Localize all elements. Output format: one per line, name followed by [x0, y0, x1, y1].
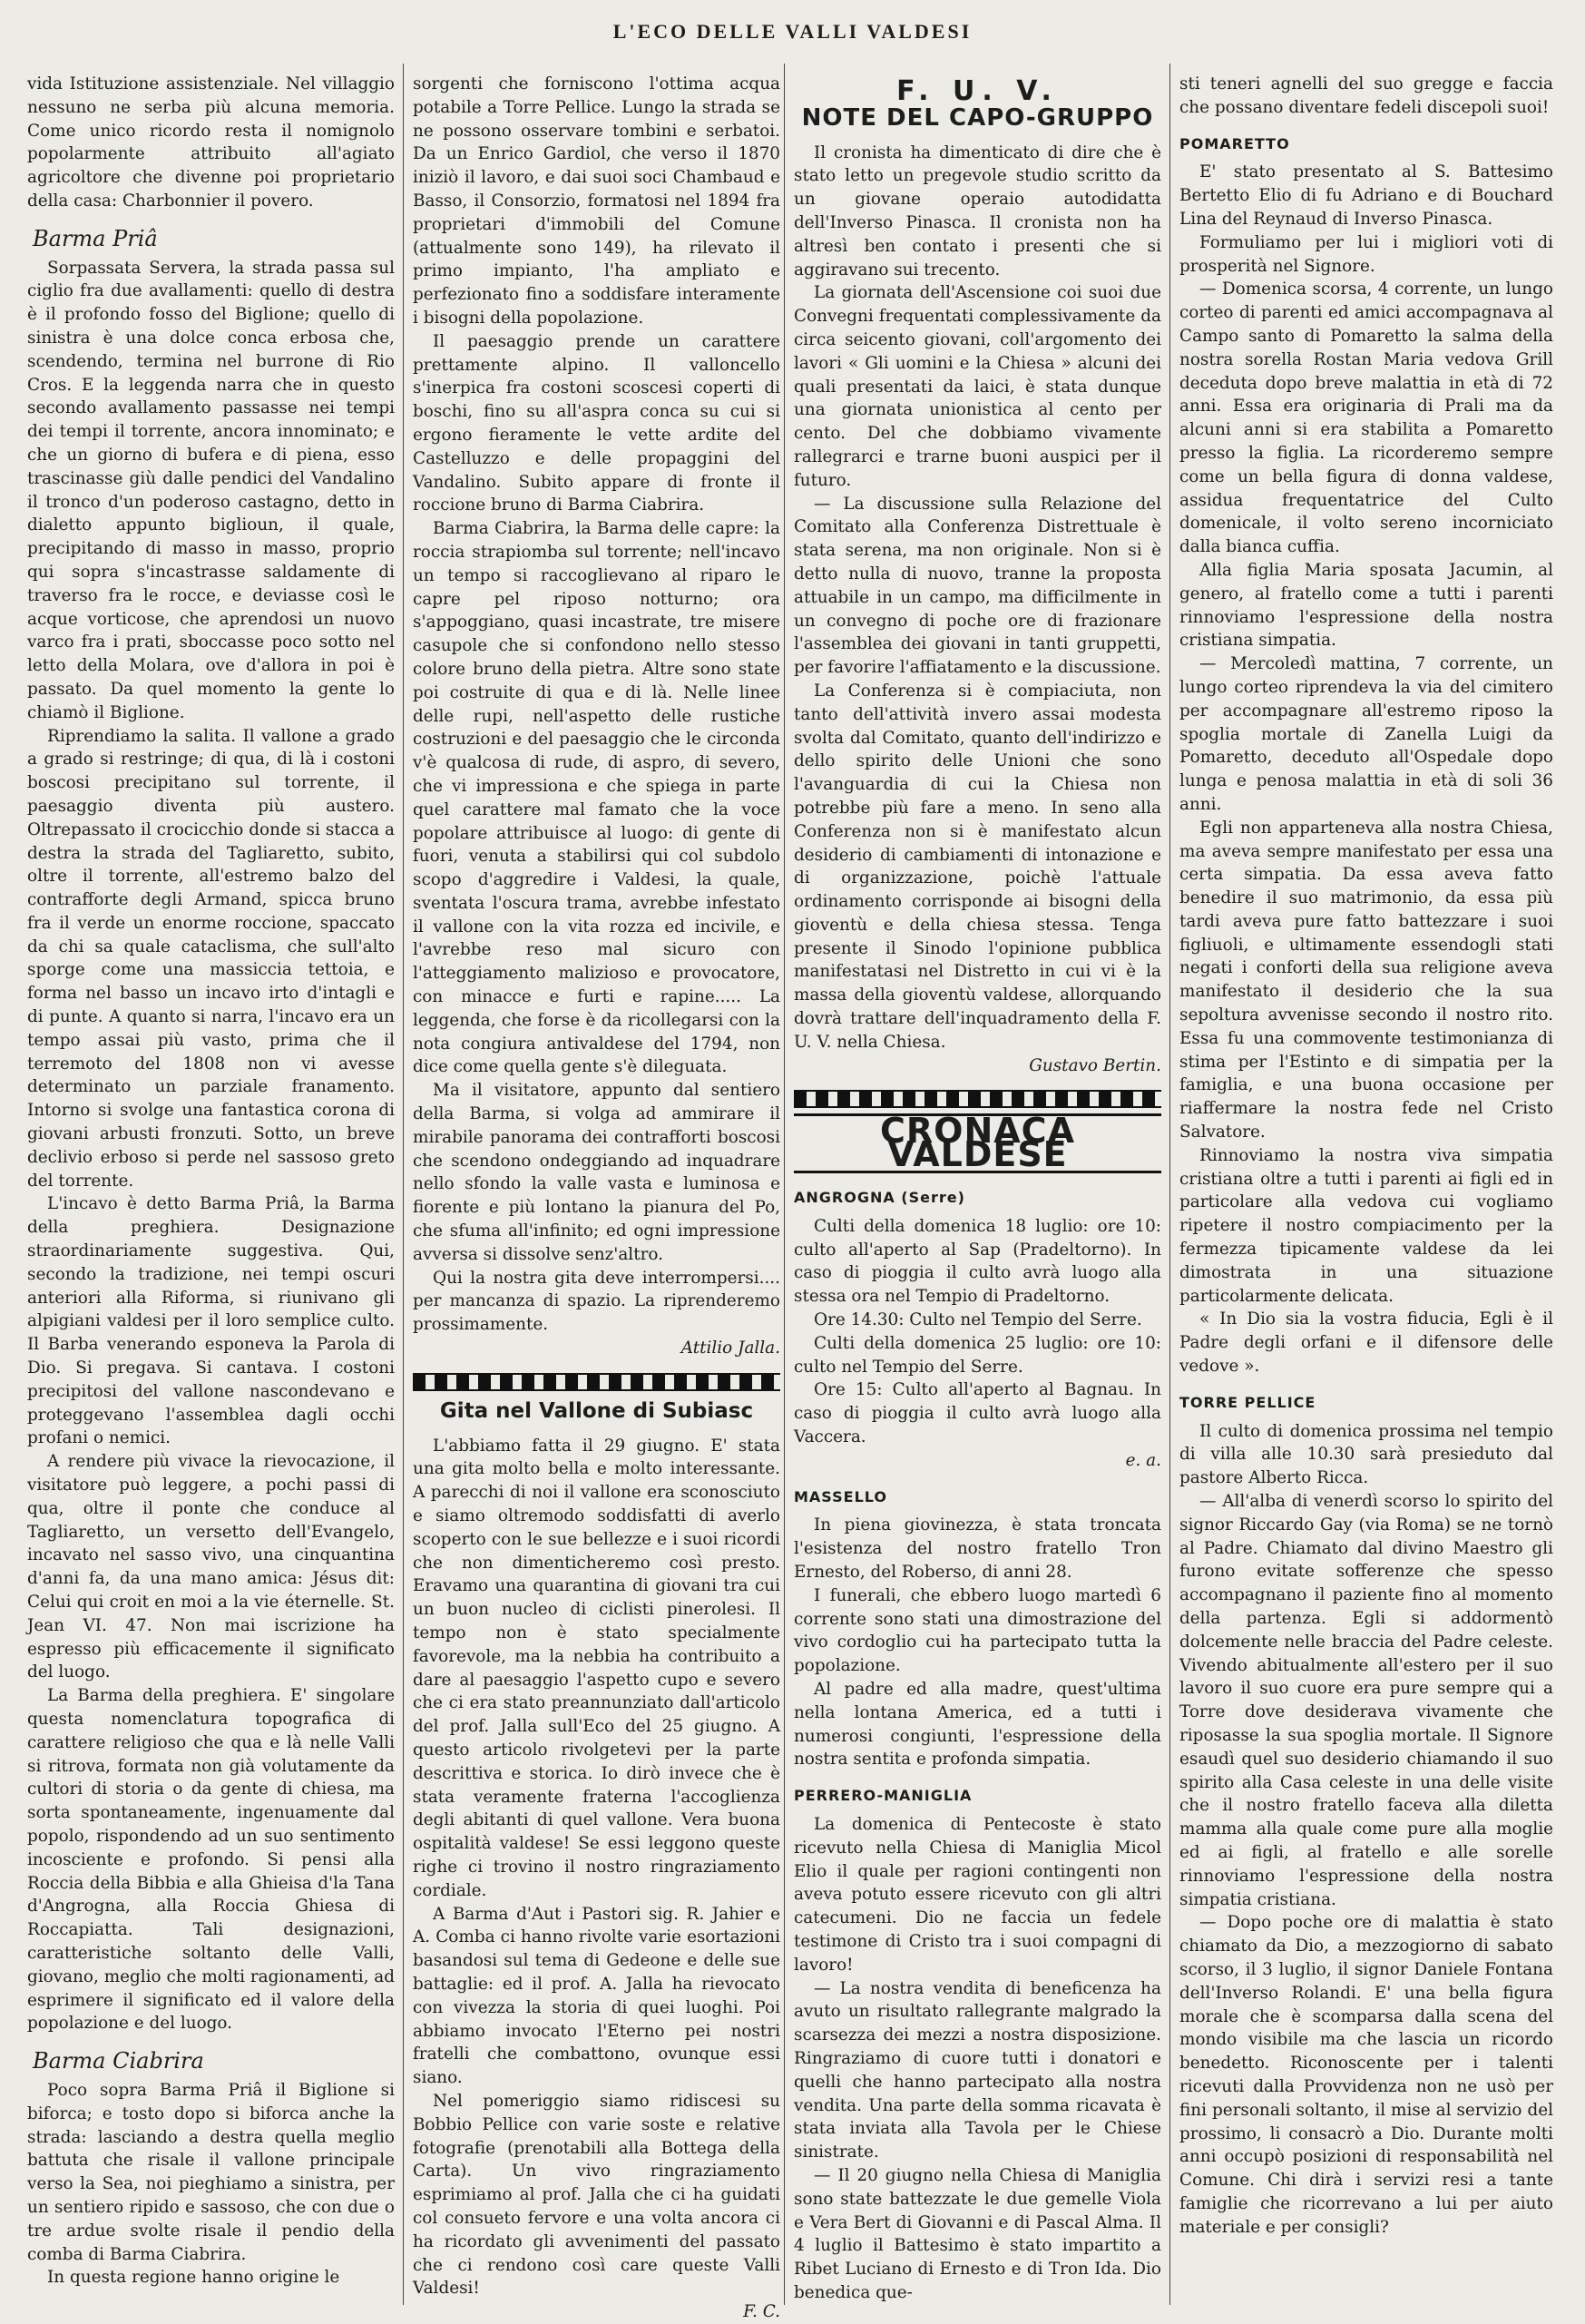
- section-heading: Barma Ciabrira: [33, 2048, 204, 2074]
- paragraph: La domenica di Pentecoste è stato ricevuto nella Chiesa di Maniglia Micol Elio il quale per ragioni contingenti non aveva potuto essere ricevuto con gli altri catecumeni. Dio ne faccia un fedele testimone di Cristo tra i suoi compagni di lavoro!: [794, 1814, 1161, 1975]
- section-heading: Barma Priâ: [33, 225, 158, 251]
- location-heading: PERRERO-MANIGLIA: [794, 1787, 973, 1805]
- location-heading: ANGROGNA (Serre): [794, 1189, 965, 1207]
- paragraph: Ore 14.30: Culto nel Tempio del Serre.: [814, 1310, 1142, 1330]
- paragraph: Qui la nostra gita deve interrompersi.... per mancanza di spazio. La riprenderemo prossimamente.: [413, 1268, 780, 1335]
- location-heading: TORRE PELLICE: [1179, 1393, 1316, 1411]
- column-rule: [784, 64, 785, 2305]
- paragraph: — La discussione sulla Relazione del Comitato alla Conferenza Distrettuale è stata serena, ma non originale. Non si è detto nulla di nuovo, tranne la proposta attuabile in un campo, ma difficilmente in un convegno di poche ore di frazionare l'assemblea dei giovani in tanti gruppetti, per favorire l'affiatamento e la discussione.: [794, 494, 1161, 678]
- paragraph: La Barma della preghiera. E' singolare questa nomenclatura topografica di carattere religioso che qua e là nelle Valli si ritrova, formata non già volutamente da cultori di storia o da gente di chiesa, ma sorta spontaneamente, ingenuamente dal popolo, rispondendo ad un suo sentimento incosciente e profondo. Si pensi alla Roccia della Bibbia e alla Ghieisa d'la Tana d'Angrogna, alla Roccia Ghiesa di Roccapiatta. Tali designazioni, caratteristiche soltanto delle Valli, giovano, meglio che molti ragionamenti, ad esprimere il significato ed il valore della popolazione e del luogo.: [27, 1686, 396, 2034]
- signature: F. C.: [743, 2302, 780, 2322]
- paragraph: « In Dio sia la vostra fiducia, Egli è il Padre degli orfani e il difensore delle vedove ».: [1179, 1309, 1553, 1377]
- column-4: [1179, 73, 1553, 2305]
- running-header: L'ECO DELLE VALLI VALDESI: [612, 20, 973, 43]
- paragraph: Il cronista ha dimenticato di dire che è stato letto un pregevole studio scritto da un giovane operaio autodidatta dell'Inverso Pinasca. Il cronista non ha altresì ben contato i presenti che si aggiravano sui trecento.: [794, 142, 1161, 279]
- paragraph: Poco sopra Barma Priâ il Biglione si biforca; e tosto dopo si biforca anche la strada: lasciando a destra quella meglio battuta che risale il vallone principale verso la Sea, noi pieghiamo a sinistra, per un sentiero ripido e sassoso, che con due o tre ardue svolte risale il pendio della comba di Barma Ciabrira.: [27, 2080, 395, 2264]
- paragraph: Rinnoviamo la nostra viva simpatia cristiana oltre a tutti i parenti ai figli ed in particolare alla vedova cui vogliamo ripetere il nostro compiacimento per la fermezza tipicamente valdese da lei dimostrata in una situazione particolarmente delicata.: [1179, 1145, 1553, 1306]
- paragraph: L'abbiamo fatta il 29 giugno. E' stata una gita molto bella e molto interessante. A parecchi di noi il vallone era sconosciuto e siamo oltremodo soddisfatti di averlo scoperto con le sue bellezze e i suoi ricordi che non dimenticheremo così presto. Eravamo una quarantina di giovani tra cui un buon nucleo di ciclisti pinerolesi. Il tempo non è stato specialmente favorevole, ma la nebbia ha contribuito a dare al paesaggio l'aspetto cupo e severo che ci era stato preannunziato dall'articolo del prof. Jalla sull'Eco del 25 giugno. A questo articolo rivolgetevi per la parte descrittiva e storica. Io dirò invece che è stata veramente fraterna l'accoglienza degli abitanti di quel vallone. Vera buona ospitalità valdese! Se essi leggono queste righe ci trovino il nostro ringraziamento cordiale.: [413, 1436, 780, 1900]
- paragraph: Culti della domenica 18 luglio: ore 10: culto all'aperto al Sap (Pradeltorno). In caso di pioggia il culto avrà luogo alla stessa ora nel Tempio di Pradeltorno.: [794, 1216, 1161, 1307]
- paragraph: Culti della domenica 25 luglio: ore 10: culto nel Tempio del Serre.: [794, 1333, 1161, 1377]
- section-title: CRONACA VALDESE: [794, 1113, 1161, 1173]
- paragraph: E' stato presentato al S. Battesimo Bertetto Elio di fu Adriano e di Bouchard Lina del Reynaud di Inverso Pinasca.: [1179, 162, 1553, 229]
- paragraph: — All'alba di venerdì scorso lo spirito del signor Riccardo Gay (via Roma) se ne tornò al Padre. Chiamato dal divino Maestro gli furono evitate sofferenze che spesso accompagnano il paziente fino al momento della partenza. Egli si addormentò dolcemente nelle braccia del Padre celeste. Vivendo abitualmente all'estero per il suo lavoro il suo cuore era pure sempre qui a Torre dove desiderava vivamente che riposasse la sua spoglia mortale. Il Signore esaudì quel suo desiderio chiamando il suo spirito alla Casa celeste in una delle visite che il nostro fratello faceva alla diletta mamma alla quale come pure alla moglie ed ai figli, al fratello e alle sorelle rinnoviamo l'espressione della nostra simpatia cristiana.: [1179, 1492, 1553, 1909]
- paragraph: Barma Ciabrira, la Barma delle capre: la roccia strapiomba sul torrente; nell'incavo un tempo si raccoglievano al riparo le capre pel riposo notturno; ora s'appoggiano, quasi incastrate, tre misere casupole che si confondono nello stesso colore bruno della pietra. Altre sono state poi costruite di qua e di là. Nelle linee delle rupi, nell'aspetto delle rustiche costruzioni e del paesaggio che le circonda v'è qualcosa di rude, di aspro, di severo, che vi impressiona e che spiega in parte quel carattere mal famato che la voce popolare attribuisce al luogo: di gente di fuori, venuta a stabilirsi qui col subdolo scopo d'aggredire i Valdesi, la quale, sventata l'oscura trama, avrebbe infestato il vallone con la vita rozza ed incivile, e l'avrebbe reso mal sicuro con l'atteggiamento malizioso e provocatore, con minacce e furti e rapine..... La leggenda, che forse è da ricollegarsi con la nota congiura antivaldese del 1794, non dice come quella gente s'è dileguata.: [413, 519, 780, 1077]
- article-title: Gita nel Vallone di Subiasc: [439, 1398, 754, 1423]
- signature: e. a.: [1125, 1450, 1161, 1470]
- paragraph: — Domenica scorsa, 4 corrente, un lungo corteo di parenti ed amici accompagnava al Campo santo di Pomaretto la salma della nostra sorella Rostan Maria vedova Grill deceduta dopo breve malattia in età di 72 anni. Essa era originaria di Prali ma da alcuni anni si era stabilita a Pomaretto presso la figlia. La ricorderemo sempre come un bella figura di donna valdese, assidua frequentatrice del Culto domenicale, il volto sereno incorniciato dalla bianca cuffia.: [1179, 279, 1553, 557]
- paragraph: In questa regione hanno origine le: [47, 2268, 340, 2288]
- paragraph: L'incavo è detto Barma Priâ, la Barma della preghiera. Designazione straordinariamente suggestiva. Qui, secondo la tradizione, nei tempi oscuri anteriori alla Riforma, si riunivano gli alpigiani valdesi per il loro semplice culto. Il Barba venerando esponeva la Parola di Dio. Si pregava. Si cantava. I costoni precipitosi del vallone nascondevano e proteggevano l'assemblea dagli occhi profani o nemici.: [27, 1194, 395, 1448]
- paragraph: I funerali, che ebbero luogo martedì 6 corrente sono stati una dimostrazione del vivo cordoglio cui ha partecipato tutta la popolazione.: [794, 1585, 1161, 1676]
- paragraph: Formuliamo per lui i migliori voti di prosperità nel Signore.: [1179, 232, 1553, 276]
- paragraph: A rendere più vivace la rievocazione, il visitatore può leggere, a pochi passi di qua, oltre il ponte che conduce al Tagliaretto, un versetto dell'Evangelo, incavato nel sasso vivo, una cinquantina d'anni fa, da una mano amica: Jésus dit: Celui qui croit en moi a la vie éternelle. St. Jean VI. 47. Non mai iscrizione ha espresso più efficacemente il significato del luogo.: [27, 1452, 395, 1682]
- paragraph: La giornata dell'Ascensione coi suoi due Convegni frequentati complessivamente da circa seicento giovani, coll'argomento dei lavori « Gli uomini e la Chiesa » alcuni dei quali presentati da laici, è stata dunque una giornata unionistica al cento per cento. Del che dobbiamo vivamente rallegrarci e trarne buoni auspici per il futuro.: [794, 283, 1161, 490]
- paragraph: Al padre ed alla madre, quest'ultima nella lontana America, ed a tutti i numerosi congiunti, l'espressione della nostra sentita e profonda simpatia.: [794, 1680, 1161, 1770]
- paragraph: — Il 20 giugno nella Chiesa di Maniglia sono state battezzate le due gemelle Viola e Vera Bert di Giovanni e di Pascal Alma. Il 4 luglio il Battesimo è stato impartito a Ribet Luciano di Ernesto e di Tron Ida. Dio benedica que-: [794, 2165, 1161, 2302]
- paragraph: sti teneri agnelli del suo gregge e faccia che possano diventare fedeli discepoli suoi!: [1179, 74, 1553, 117]
- column-2: [413, 73, 780, 2322]
- paragraph: Ore 15: Culto all'aperto al Bagnau. In caso di pioggia il culto avrà luogo alla Vaccera.: [794, 1380, 1161, 1447]
- signature: Gustavo Bertin.: [1029, 1055, 1161, 1075]
- paragraph: Sorpassata Servera, la strada passa sul ciglio fra due avallamenti: quello di destra è il profondo fosso del Biglione; quello di sinistra è una dolce conca erbosa che, scendendo, termina nel burrone di Rio Cros. E la leggenda narra che in questo secondo avallamento passasse nei tempi dei tempi il torrente, ancora innominato; e che un giorno di bufera e di piena, esso trascinasse giù dalle pendici del Vandalino il tronco d'un poderoso castagno, detto in dialetto appunto biglioun, il quale, precipitando di masso in masso, proprio qui sopra s'incastrasse saldamente di traverso fra le rocce, e deviasse così le acque vorticose, che aprendosi un nuovo varco fra i prati, sboccasse poco sotto nel letto della Molara, ove d'allora in poi è passato. Da quel momento la gente lo chiamò il Biglione.: [27, 258, 395, 722]
- paragraph: sorgenti che forniscono l'ottima acqua potabile a Torre Pellice. Lungo la strada se ne possono osservare tombini e serbatoi. Da un Enrico Gardiol, che verso il 1870 iniziò il lavoro, e dai suoi soci Chambaud e Basso, il Consorzio, formatosi nel 1894 fra proprietari d'immobili del Comune (attualmente sono 149), ha rilevato il primo impianto, l'ha ampliato e perfezionato fino a soddisfare interamente i bisogni della popolazione.: [413, 74, 780, 328]
- paragraph: Il paesaggio prende un carattere prettamente alpino. Il valloncello s'inerpica fra costoni scoscesi coperti di boschi, fino su all'aspra conca su cui si ergono fieramente le vette ardite del Castelluzzo e delle propaggini del Vandalino. Subito appare di fronte il roccione bruno di Barma Ciabrira.: [413, 331, 780, 515]
- article-title: F. U. V.: [896, 75, 1059, 107]
- paragraph: Ma il visitatore, appunto dal sentiero della Barma, si volga ad ammirare il mirabile panorama dei contrafforti boscosi che scendono ondeggiando ad inquadrare nello sfondo la valle vasta e luminosa e fiorente e più lontano la pianura del Po, che sfuma all'infinito; ed ogni impressione avversa si dissolve senz'altro.: [413, 1081, 780, 1264]
- paragraph: Egli non apparteneva alla nostra Chiesa, ma aveva sempre manifestato per essa una certa simpatia. Da essa aveva fatto benedire il suo matrimonio, da essa più tardi aveva pure fatto battezzare i suoi figliuoli, e ultimamente essendogli stati negati i conforti della sua religione aveva manifestato il desiderio che la sua sepoltura avvenisse secondo il nostro rito. Essa fu una commovente testimonianza di stima per l'Estinto e di simpatia per la famiglia, e una buona occasione per riaffermare la nostra fede nel Cristo Salvatore.: [1179, 818, 1553, 1142]
- ornament-divider: [794, 1090, 1161, 1108]
- paragraph: vida Istituzione assistenziale. Nel villaggio nessuno ne serba più alcuna memoria. Come unico ricordo resta il nomignolo popolarmente attribuito all'agiato agricoltore che divenne poi proprietario della casa: Charbonnier il povero.: [27, 74, 395, 211]
- paragraph: A Barma d'Aut i Pastori sig. R. Jahier e A. Comba ci hanno rivolte varie esortazioni basandosi sul tema di Gedeone e delle sue battaglie: ed il prof. A. Jalla ha rievocato con vivezza la storia di quei luoghi. Poi abbiamo invocato l'Eterno pei nostri fratelli che combattono, ovunque essi siano.: [413, 1904, 780, 2088]
- paragraph: Riprendiamo la salita. Il vallone a grado a grado si restringe; di qua, di là i costoni boscosi precipitano sul torrente, il paesaggio diventa più austero. Oltrepassato il crocicchio donde si stacca a destra la strada del Tagliaretto, subito, oltre il torrente, all'estremo balzo del contrafforte degli Armand, spicca bruno fra il verde un enorme roccione, spaccato da chi sa quale cataclisma, che sull'alto sporge come una massiccia tettoia, e forma nel basso un incavo irto d'intagli e di punte. A quanto si narra, l'incavo era un tempo assai più vasto, prima che il terremoto del 1808 non vi avesse determinato un parziale franamento. Intorno si svolge una fantastica corona di giovani arbusti fronzuti. Sotto, un breve declivio erboso si perde nel sassoso greto del torrente.: [27, 726, 395, 1191]
- location-heading: POMARETTO: [1179, 134, 1290, 152]
- column-rule: [403, 64, 404, 2305]
- article-subtitle: NOTE DEL CAPO-GRUPPO: [801, 103, 1154, 132]
- paragraph: — Mercoledì mattina, 7 corrente, un lungo corteo riprendeva la via del cimitero per accompagnare all'estremo riposo la spoglia mortale di Zanella Luigi da Pomaretto, deceduto all'Ospedale dopo lunga e penosa malattia in età di soli 36 anni.: [1179, 654, 1553, 814]
- paragraph: Il culto di domenica prossima nel tempio di villa alle 10.30 sarà presieduto dal pastore Alberto Ricca.: [1179, 1421, 1553, 1488]
- column-1: [27, 73, 395, 2305]
- paragraph: Nel pomeriggio siamo ridiscesi su Bobbio Pellice con varie soste e relative fotografie (prenotabili alla Bottega della Carta). Un vivo ringraziamento esprimiamo al prof. Jalla che ci ha guidati col consueto fervore e una volta ancora ci ha ricordato gli avvenimenti del passato che ci rendono così care queste Valli Valdesi!: [413, 2091, 780, 2299]
- column-3: [794, 73, 1161, 2305]
- paragraph: — La nostra vendita di beneficenza ha avuto un risultato rallegrante malgrado la scarsezza dei mezzi a nostra disposizione. Ringraziamo di cuore tutti i donatori e quelli che hanno partecipato alla nostra vendita. Una parte della somma ricavata è stata inviata alla Tavola per le Chiese sinistrate.: [794, 1978, 1161, 2162]
- paragraph: La Conferenza si è compiaciuta, non tanto dell'attività invero assai modesta svolta dal Comitato, quanto dell'indirizzo e dello spirito delle Unioni che sono l'avanguardia di cui la Chiesa non potrebbe più fare a meno. In seno alla Conferenza non si è manifestato alcun desiderio di cambiamenti di intonazione e di organizzazione, poichè l'attuale ordinamento corrisponde ai bisogni della gioventù e della chiesa stessa. Tenga presente il Sinodo l'opinione pubblica manifestatasi nel Distretto in cui vi è la massa della gioventù valdese, allorquando dovrà trattare dell'inquadramento della F. U. V. nella Chiesa.: [794, 681, 1161, 1052]
- paragraph: In piena giovinezza, è stata troncata l'esistenza del nostro fratello Tron Ernesto, del Roberso, di anni 28.: [794, 1515, 1161, 1583]
- location-heading: MASSELLO: [794, 1487, 887, 1505]
- paragraph: Alla figlia Maria sposata Jacumin, al genero, al fratello come a tutti i parenti rinnoviamo l'espressione della nostra cristiana simpatia.: [1179, 560, 1553, 651]
- ornament-divider: [413, 1373, 780, 1391]
- paragraph: — Dopo poche ore di malattia è stato chiamato da Dio, a mezzogiorno di sabato scorso, il 3 luglio, il signor Daniele Fontana dell'Inverso Rolandi. E' una bella figura morale che è scomparsa dalla scena del mondo visibile ma che lascia un ricordo benedetto. Riconoscente per i talenti ricevuti dalla Provvidenza non ne usò per fini personali soltanto, il mise al servizio del prossimo, li consacrò a Dio. Durante molti anni occupò posizioni di responsabilità nel Comune. Chi dirà i servizi resi a tante famiglie che ricorrevano a lui per aiuto materiale e per consigli?: [1179, 1913, 1553, 2237]
- signature: Attilio Jalla.: [680, 1339, 780, 1358]
- column-rule: [1169, 64, 1170, 2305]
